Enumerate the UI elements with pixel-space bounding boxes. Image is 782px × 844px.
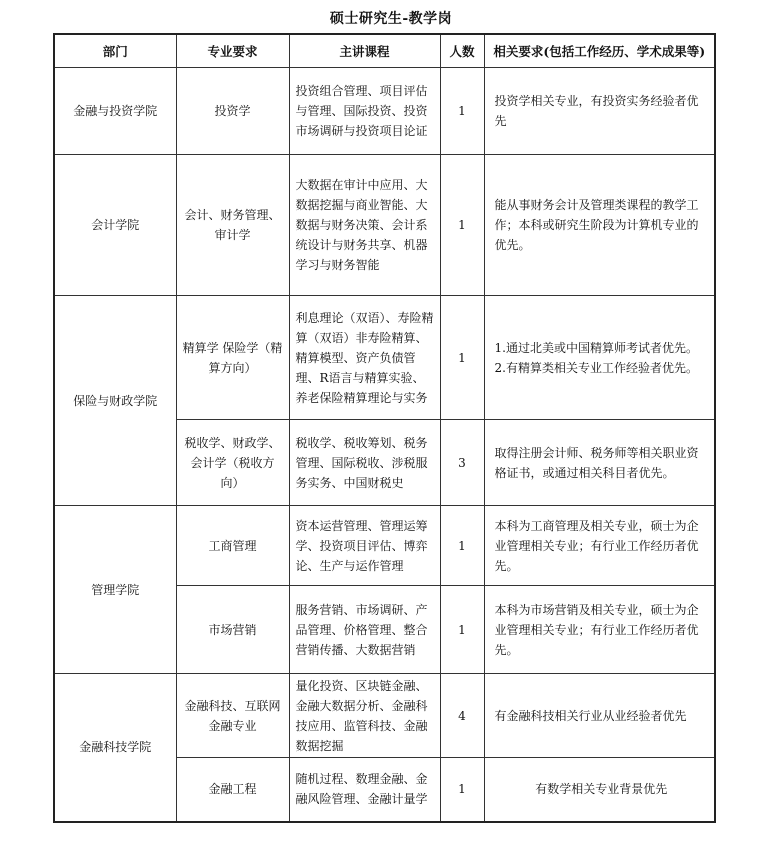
header-courses: 主讲课程	[289, 34, 440, 68]
header-count: 人数	[440, 34, 484, 68]
requirement-cell: 能从事财务会计及管理类课程的教学工作；本科或研究生阶段为计算机专业的优先。	[484, 155, 715, 296]
table-row	[54, 506, 715, 586]
count-cell: 1	[440, 586, 484, 674]
major-cell: 市场营销	[176, 586, 289, 674]
courses-cell: 服务营销、市场调研、产品管理、价格管理、整合营销传播、大数据营销	[289, 586, 440, 674]
count-cell: 1	[440, 68, 484, 155]
courses-cell: 随机过程、数理金融、金融风险管理、金融计量学	[289, 758, 440, 822]
major-cell: 工商管理	[176, 506, 289, 586]
header-requirement: 相关要求(包括工作经历、学术成果等)	[484, 34, 715, 68]
requirement-cell: 本科为市场营销及相关专业，硕士为企业管理相关专业；有行业工作经历者优先。	[484, 586, 715, 674]
header-major: 专业要求	[176, 34, 289, 68]
count-cell: 3	[440, 420, 484, 506]
courses-cell: 利息理论（双语）、寿险精算（双语）非寿险精算、精算模型、资产负债管理、R语言与精算实验、养老保险精算理论与实务	[289, 296, 440, 420]
table-row	[54, 296, 715, 420]
count-cell: 1	[440, 296, 484, 420]
major-cell: 会计、财务管理、审计学	[176, 155, 289, 296]
count-cell: 1	[440, 155, 484, 296]
courses-cell: 税收学、税收筹划、税务管理、国际税收、涉税服务实务、中国财税史	[289, 420, 440, 506]
major-cell: 税收学、财政学、会计学（税收方向）	[176, 420, 289, 506]
requirement-cell: 1.通过北美或中国精算师考试者优先。 2.有精算类相关专业工作经验者优先。	[484, 296, 715, 420]
requirement-cell: 投资学相关专业，有投资实务经验者优先	[484, 68, 715, 155]
table-row	[54, 155, 715, 296]
count-cell: 4	[440, 674, 484, 758]
courses-cell: 资本运营管理、管理运筹学、投资项目评估、博弈论、生产与运作管理	[289, 506, 440, 586]
major-cell: 精算学 保险学（精算方向）	[176, 296, 289, 420]
courses-cell: 大数据在审计中应用、大数据挖掘与商业智能、大数据与财务决策、会计系统设计与财务共享、机器学习与财务智能	[289, 155, 440, 296]
dept-cell: 金融与投资学院	[54, 68, 176, 155]
table-row	[54, 68, 715, 155]
dept-cell: 管理学院	[54, 506, 176, 674]
positions-table	[53, 33, 716, 823]
courses-cell: 量化投资、区块链金融、金融大数据分析、金融科技应用、监管科技、金融数据挖掘	[289, 674, 440, 758]
header-dept: 部门	[54, 34, 176, 68]
requirement-cell: 有数学相关专业背景优先	[484, 758, 715, 822]
major-cell: 金融工程	[176, 758, 289, 822]
dept-cell: 金融科技学院	[54, 674, 176, 822]
requirement-cell: 本科为工商管理及相关专业，硕士为企业管理相关专业；有行业工作经历者优先。	[484, 506, 715, 586]
count-cell: 1	[440, 506, 484, 586]
requirement-cell: 有金融科技相关行业从业经验者优先	[484, 674, 715, 758]
courses-cell: 投资组合管理、项目评估与管理、国际投资、投资市场调研与投资项目论证	[289, 68, 440, 155]
dept-cell: 会计学院	[54, 155, 176, 296]
major-cell: 金融科技、互联网金融专业	[176, 674, 289, 758]
table-header-row	[54, 34, 715, 68]
page-title: 硕士研究生-教学岗	[329, 11, 453, 27]
dept-cell: 保险与财政学院	[54, 296, 176, 506]
count-cell: 1	[440, 758, 484, 822]
requirement-cell: 取得注册会计师、税务师等相关职业资格证书，或通过相关科目者优先。	[484, 420, 715, 506]
table-row	[54, 674, 715, 758]
major-cell: 投资学	[176, 68, 289, 155]
